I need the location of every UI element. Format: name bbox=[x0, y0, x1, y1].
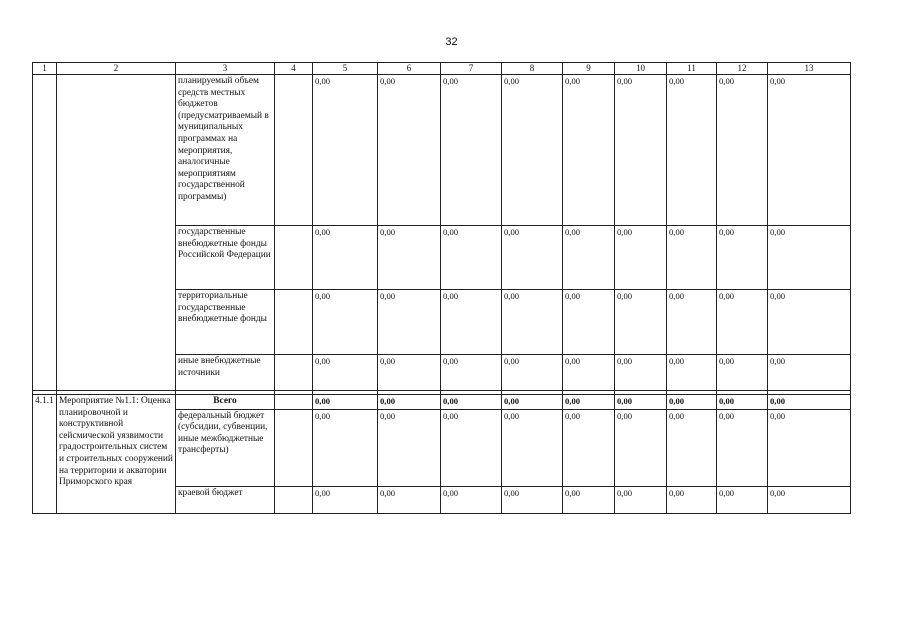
value-cell: 0,00 bbox=[378, 290, 441, 355]
value-cell: 0,00 bbox=[667, 486, 717, 513]
column-header: 10 bbox=[615, 63, 667, 75]
column-header: 5 bbox=[313, 63, 378, 75]
column-header: 9 bbox=[563, 63, 615, 75]
value-cell: 0,00 bbox=[717, 409, 768, 486]
source-label: федеральный бюджет (субсидии, субвенции, иные межбюджетные трансферты) bbox=[176, 409, 275, 486]
column-header: 12 bbox=[717, 63, 768, 75]
value-cell: 0,00 bbox=[768, 409, 851, 486]
value-cell: 0,00 bbox=[378, 486, 441, 513]
value-cell: 0,00 bbox=[717, 395, 768, 410]
value-cell: 0,00 bbox=[615, 290, 667, 355]
value-cell: 0,00 bbox=[502, 486, 563, 513]
value-cell: 0,00 bbox=[502, 395, 563, 410]
value-cell: 0,00 bbox=[615, 355, 667, 391]
name-cell bbox=[57, 75, 176, 391]
empty-cell bbox=[275, 75, 313, 226]
value-cell: 0,00 bbox=[441, 355, 502, 391]
value-cell: 0,00 bbox=[313, 409, 378, 486]
page-number: 32 bbox=[445, 36, 458, 48]
value-cell: 0,00 bbox=[667, 226, 717, 290]
number-cell bbox=[33, 75, 57, 391]
total-label: Всего bbox=[176, 395, 275, 410]
value-cell: 0,00 bbox=[378, 75, 441, 226]
value-cell: 0,00 bbox=[667, 75, 717, 226]
value-cell: 0,00 bbox=[502, 355, 563, 391]
value-cell: 0,00 bbox=[502, 75, 563, 226]
column-header: 6 bbox=[378, 63, 441, 75]
value-cell: 0,00 bbox=[768, 226, 851, 290]
value-cell: 0,00 bbox=[717, 355, 768, 391]
value-cell: 0,00 bbox=[441, 290, 502, 355]
empty-cell bbox=[275, 395, 313, 410]
value-cell: 0,00 bbox=[313, 395, 378, 410]
empty-cell bbox=[275, 290, 313, 355]
empty-cell bbox=[275, 409, 313, 486]
value-cell: 0,00 bbox=[563, 486, 615, 513]
source-label: иные внебюджетные источники bbox=[176, 355, 275, 391]
empty-cell bbox=[275, 226, 313, 290]
column-header: 4 bbox=[275, 63, 313, 75]
value-cell: 0,00 bbox=[768, 395, 851, 410]
value-cell: 0,00 bbox=[768, 355, 851, 391]
source-label: краевой бюджет bbox=[176, 486, 275, 513]
value-cell: 0,00 bbox=[667, 290, 717, 355]
value-cell: 0,00 bbox=[563, 409, 615, 486]
budget-table bbox=[32, 62, 851, 514]
value-cell: 0,00 bbox=[563, 75, 615, 226]
value-cell: 0,00 bbox=[441, 75, 502, 226]
value-cell: 0,00 bbox=[313, 226, 378, 290]
measure-number: 4.1.1 bbox=[33, 395, 57, 514]
measure-title: Мероприятие №1.1: Оценка планировочной и конструктивной сейсмической уязвимости градостроительных систем и строительных сооружений на территории и акватории Приморского края bbox=[57, 395, 176, 514]
value-cell: 0,00 bbox=[563, 355, 615, 391]
value-cell: 0,00 bbox=[667, 395, 717, 410]
column-header: 11 bbox=[667, 63, 717, 75]
value-cell: 0,00 bbox=[717, 226, 768, 290]
value-cell: 0,00 bbox=[502, 226, 563, 290]
value-cell: 0,00 bbox=[615, 395, 667, 410]
value-cell: 0,00 bbox=[717, 486, 768, 513]
value-cell: 0,00 bbox=[313, 355, 378, 391]
table-row bbox=[33, 75, 851, 226]
value-cell: 0,00 bbox=[717, 75, 768, 226]
value-cell: 0,00 bbox=[563, 226, 615, 290]
value-cell: 0,00 bbox=[313, 486, 378, 513]
column-header: 13 bbox=[768, 63, 851, 75]
value-cell: 0,00 bbox=[768, 75, 851, 226]
value-cell: 0,00 bbox=[615, 226, 667, 290]
value-cell: 0,00 bbox=[441, 226, 502, 290]
value-cell: 0,00 bbox=[667, 355, 717, 391]
value-cell: 0,00 bbox=[563, 395, 615, 410]
value-cell: 0,00 bbox=[615, 486, 667, 513]
value-cell: 0,00 bbox=[768, 486, 851, 513]
column-header: 7 bbox=[441, 63, 502, 75]
value-cell: 0,00 bbox=[615, 75, 667, 226]
value-cell: 0,00 bbox=[313, 290, 378, 355]
value-cell: 0,00 bbox=[441, 395, 502, 410]
column-header: 1 bbox=[33, 63, 57, 75]
column-number-row bbox=[33, 63, 851, 75]
source-label: территориальные государственные внебюджетные фонды bbox=[176, 290, 275, 355]
value-cell: 0,00 bbox=[441, 409, 502, 486]
source-label: государственные внебюджетные фонды Российской Федерации bbox=[176, 226, 275, 290]
value-cell: 0,00 bbox=[667, 409, 717, 486]
value-cell: 0,00 bbox=[378, 395, 441, 410]
value-cell: 0,00 bbox=[563, 290, 615, 355]
empty-cell bbox=[275, 486, 313, 513]
value-cell: 0,00 bbox=[313, 75, 378, 226]
source-label: планируемый объем средств местных бюджетов (предусматриваемый в муниципальных программах на мероприятия, аналогичные мероприятиям государственной программы) bbox=[176, 75, 275, 226]
value-cell: 0,00 bbox=[441, 486, 502, 513]
column-header: 8 bbox=[502, 63, 563, 75]
value-cell: 0,00 bbox=[378, 355, 441, 391]
value-cell: 0,00 bbox=[502, 290, 563, 355]
value-cell: 0,00 bbox=[378, 226, 441, 290]
empty-cell bbox=[275, 355, 313, 391]
value-cell: 0,00 bbox=[615, 409, 667, 486]
column-header: 3 bbox=[176, 63, 275, 75]
value-cell: 0,00 bbox=[717, 290, 768, 355]
value-cell: 0,00 bbox=[378, 409, 441, 486]
value-cell: 0,00 bbox=[502, 409, 563, 486]
table-row bbox=[33, 395, 851, 410]
value-cell: 0,00 bbox=[768, 290, 851, 355]
column-header: 2 bbox=[57, 63, 176, 75]
